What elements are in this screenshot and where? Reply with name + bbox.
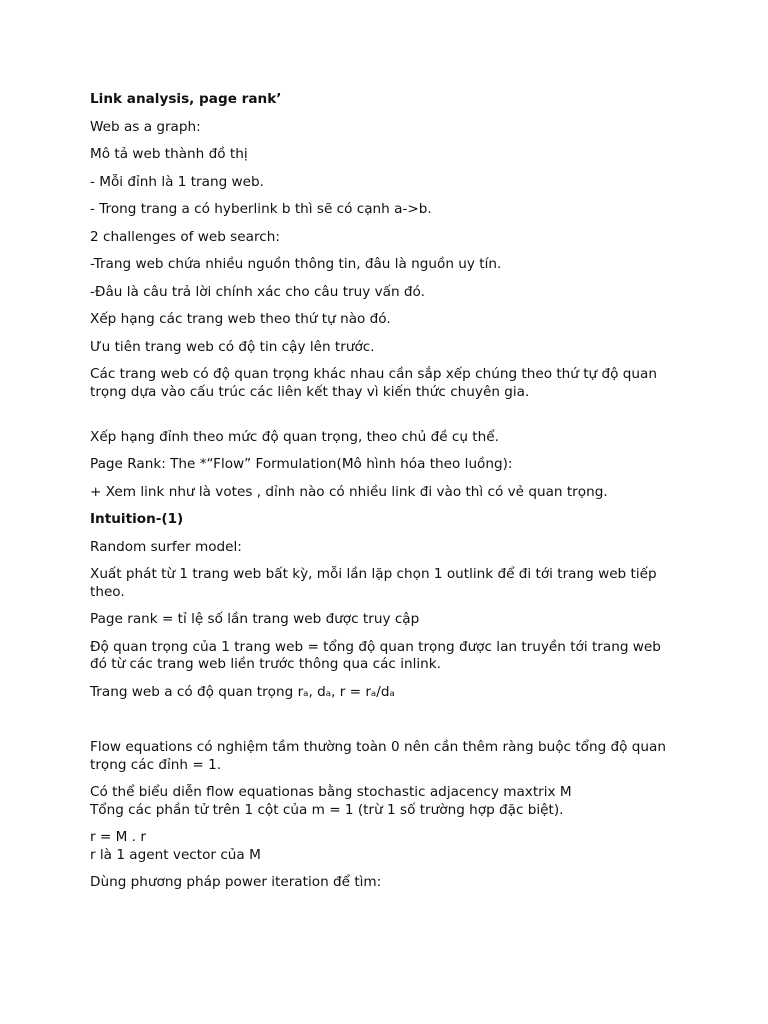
paragraph: Các trang web có độ quan trọng khác nhau cần sắp xếp chúng theo thứ tự độ quan trọng dựa vào cấu trúc các liên kết thay vì kiến thức chuyên gia.	[90, 366, 657, 400]
paragraph: Ưu tiên trang web có độ tin cậy lên trước.	[90, 338, 375, 355]
blank-line	[90, 711, 688, 739]
paragraph: Web as a graph:	[90, 118, 201, 135]
paragraph: - Mỗi đỉnh là 1 trang web.	[90, 173, 264, 190]
paragraph: + Xem link như là votes , dỉnh nào có nhiều link đi vào thì có vẻ quan trọng.	[90, 483, 608, 500]
paragraph: -Trang web chứa nhiều nguồn thông tin, đâu là nguồn uy tín.	[90, 256, 502, 272]
paragraph: Page Rank: The *“Flow” Formulation(Mô hình hóa theo luồng):	[90, 456, 513, 472]
blank-line	[90, 411, 688, 429]
paragraph: Dùng phương pháp power iteration để tìm:	[90, 874, 382, 890]
paragraph: Xuất phát từ 1 trang web bất kỳ, mỗi lần lặp chọn 1 outlink để đi tới trang web tiếp theo.	[90, 566, 657, 600]
paragraph: - Trong trang a có hyberlink b thì sẽ có cạnh a->b.	[90, 201, 432, 217]
paragraph: Xếp hạng các trang web theo thứ tự nào đó.	[90, 311, 391, 327]
paragraph: Random surfer model:	[90, 538, 242, 555]
paragraph: 2 challenges of web search:	[90, 228, 280, 245]
paragraph: Xếp hạng đỉnh theo mức độ quan trọng, theo chủ đề cụ thể.	[90, 428, 499, 445]
document-title: Link analysis, page rank’	[90, 91, 282, 107]
paragraph: Page rank = tỉ lệ số lần trang web được truy cập	[90, 611, 420, 627]
paragraph: Trang web a có độ quan trọng rₐ, dₐ, r = rₐ/dₐ	[90, 683, 395, 700]
paragraph: -Đâu là câu trả lời chính xác cho câu truy vấn đó.	[90, 283, 425, 300]
paragraph: Flow equations có nghiệm tầm thường toàn 0 nên cần thêm ràng buộc tổng độ quan trọng các đỉnh = 1.	[90, 739, 666, 773]
section-heading: Intuition-(1)	[90, 511, 184, 527]
paragraph: r = M . r r là 1 agent vector của M	[90, 829, 261, 863]
paragraph: Độ quan trọng của 1 trang web = tổng độ quan trọng được lan truyền tới trang web đó từ các trang web liền trước thông qua các inlink.	[90, 638, 661, 672]
paragraph: Mô tả web thành đồ thị	[90, 146, 248, 162]
paragraph: Có thể biểu diễn flow equationas bằng stochastic adjacency maxtrix M Tổng các phần tử trên 1 cột của m = 1 (trừ 1 số trường hợp đặc biệt).	[90, 784, 572, 818]
